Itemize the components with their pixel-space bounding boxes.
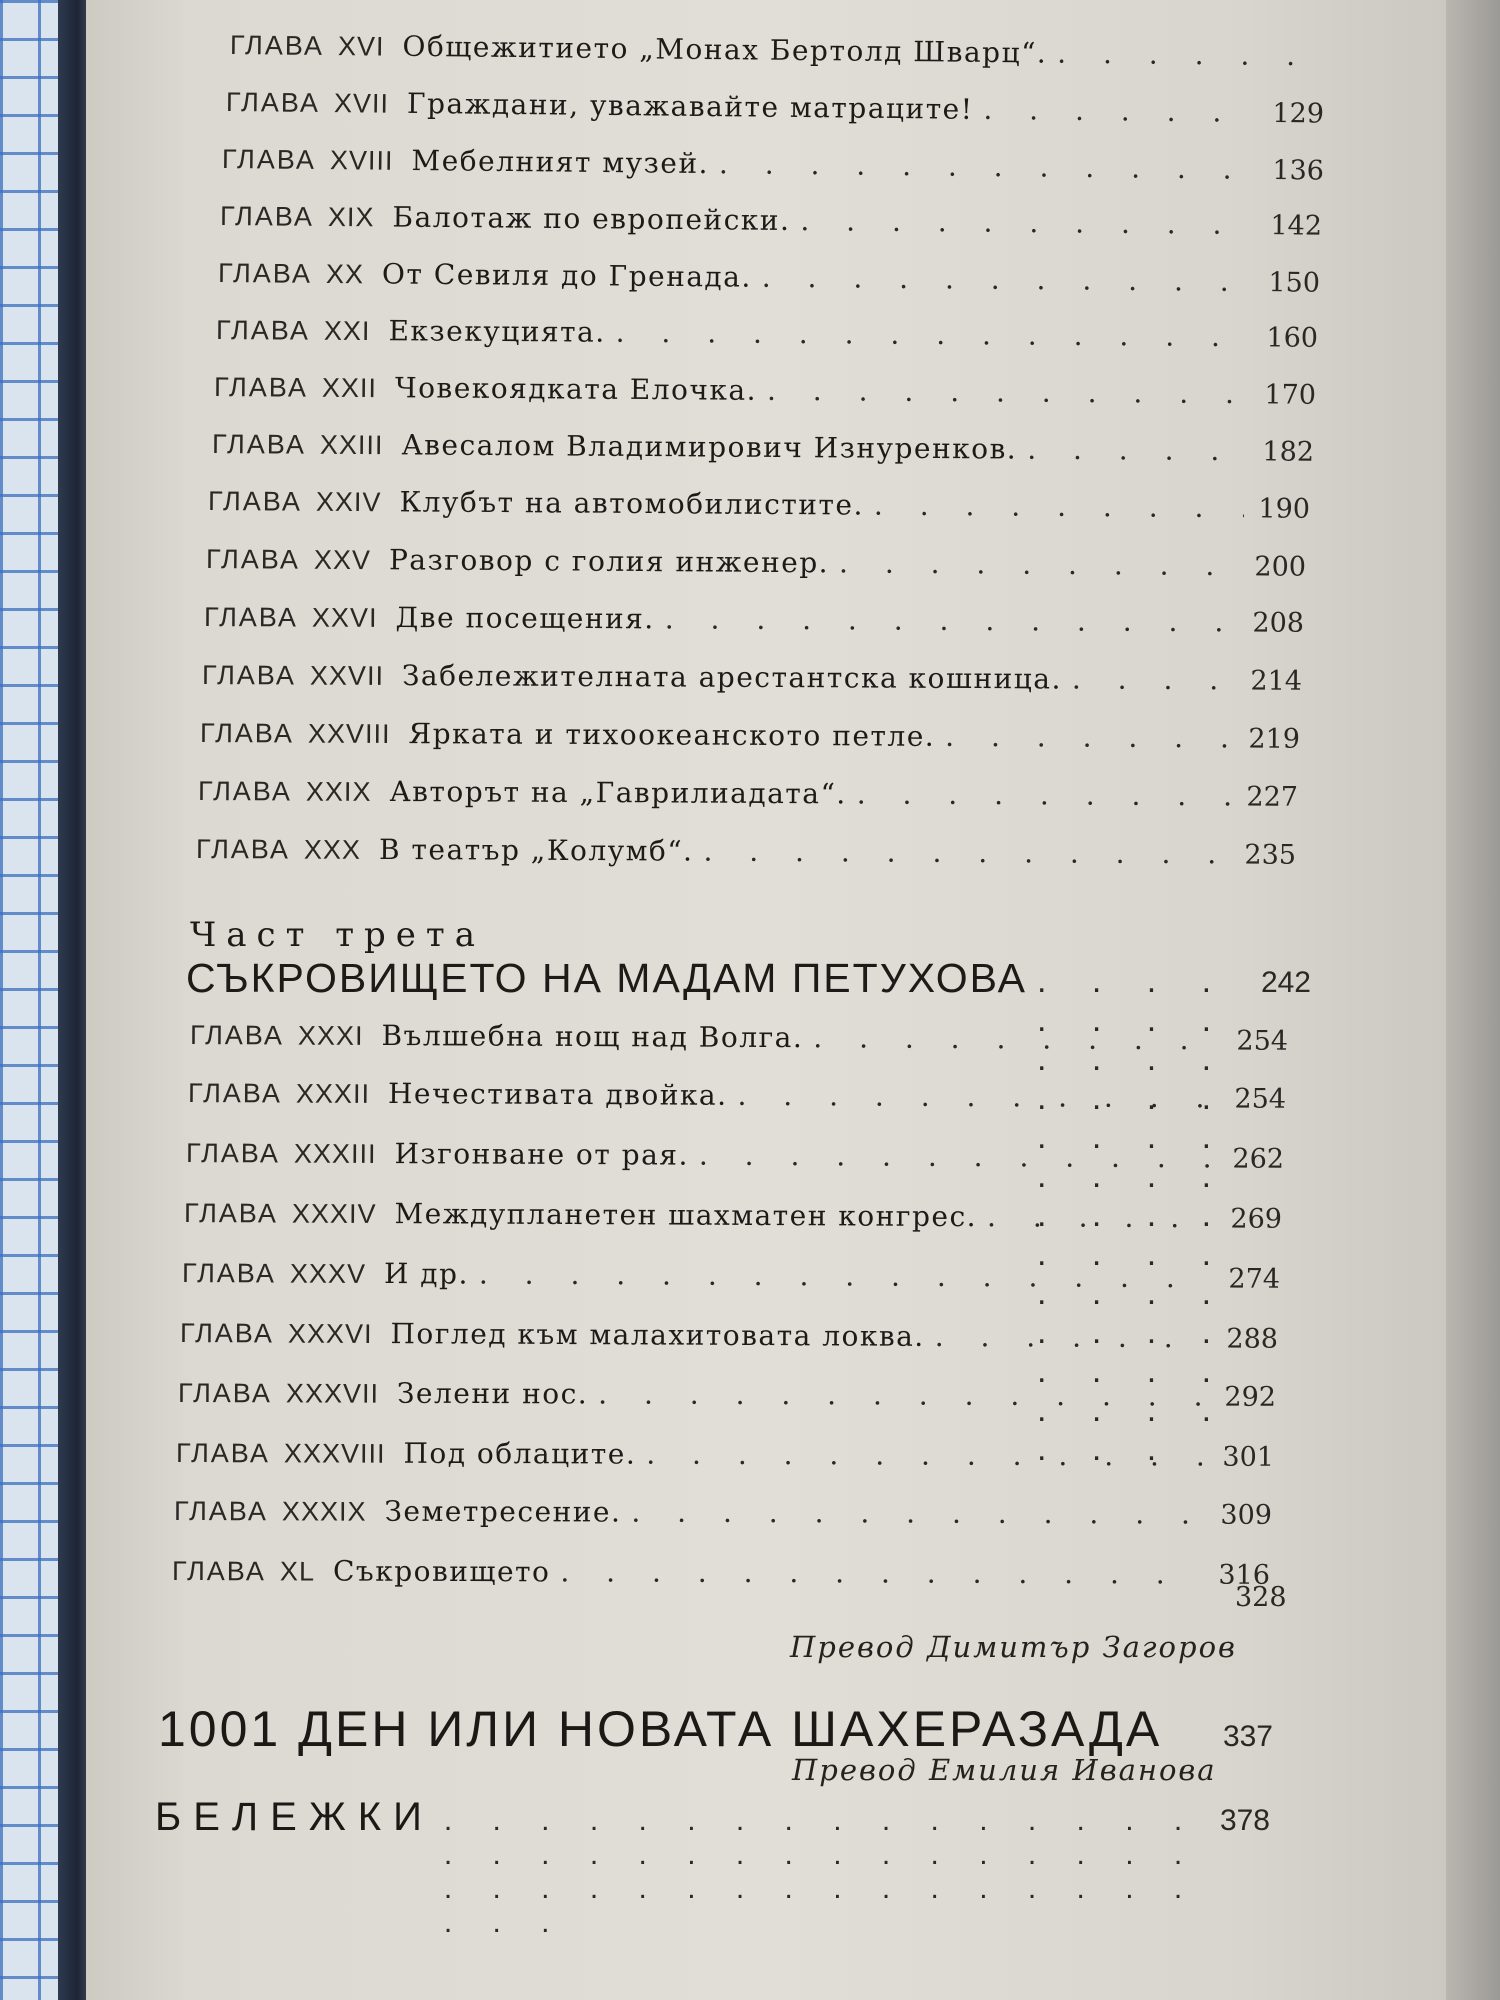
page-number: 142 — [1270, 210, 1323, 242]
chapter-title: Две посещения. — [395, 601, 655, 636]
leader-dots — [987, 1200, 1217, 1234]
chapter-number: XVI — [337, 31, 385, 62]
page-number: 378 — [1219, 1804, 1270, 1837]
chapter-title: Мебелният музей. — [411, 143, 710, 181]
chapter-title: Поглед към малахитовата локва. — [390, 1317, 925, 1353]
chapter-title: Балотаж по европейски. — [392, 200, 791, 237]
leader-dots — [560, 1555, 1204, 1590]
chapter-label: ГЛАВА — [177, 1378, 273, 1409]
toc-entry — [174, 1494, 1272, 1538]
chapter-label: ГЛАВА — [211, 429, 307, 460]
page-number: 219 — [1248, 723, 1301, 755]
leader-dots — [665, 602, 1239, 638]
chapter-number: XXVII — [309, 660, 385, 691]
page-number: 235 — [1244, 839, 1297, 871]
page-number: 316 — [1218, 1559, 1271, 1591]
part-label: Част трета — [190, 915, 485, 955]
toc-entry — [176, 1436, 1274, 1480]
chapter-number: XXXIII — [293, 1138, 377, 1169]
chapter-title: Общежитието „Монах Бертолд Шварц“. — [402, 29, 1048, 70]
book-title: 1001 ДЕН ИЛИ НОВАТА ШАХЕРАЗАДА — [158, 1701, 1163, 1757]
page-number: 136 — [1272, 155, 1325, 187]
page-number: 214 — [1250, 665, 1303, 697]
chapter-title: От Севиля до Гренада. — [381, 257, 752, 294]
page-number: 242 — [1260, 966, 1311, 999]
toc-entry — [212, 427, 1314, 475]
leader-dots — [839, 546, 1241, 582]
chapter-number: XXXI — [297, 1020, 364, 1051]
chapter-number: XXI — [323, 315, 371, 347]
toc-entry — [196, 832, 1296, 878]
leader-dots — [1057, 37, 1304, 73]
page-number: 182 — [1262, 436, 1315, 468]
chapter-number: XVII — [333, 88, 390, 119]
toc-entry — [218, 256, 1320, 306]
chapter-number: XXXV — [289, 1258, 367, 1289]
chapter-number: XXXVI — [287, 1318, 373, 1350]
chapter-label: ГЛАВА — [197, 776, 293, 807]
leader-dots — [598, 1377, 1210, 1412]
chapter-label: ГЛАВА — [207, 486, 303, 517]
chapter-label: ГЛАВА — [215, 315, 311, 346]
page-number: 292 — [1224, 1381, 1277, 1413]
chapter-label: ГЛАВА — [219, 201, 315, 232]
chapter-label: ГЛАВА — [181, 1258, 277, 1289]
notes-row — [155, 1795, 1270, 1855]
leader-dots — [703, 835, 1230, 871]
chapter-label: ГЛАВА — [183, 1198, 279, 1229]
chapter-number: XXXII — [295, 1078, 371, 1109]
chapter-label: ГЛАВА — [201, 660, 297, 691]
toc-entry — [220, 199, 1322, 249]
toc-entry — [214, 370, 1316, 418]
page-number: 254 — [1236, 1025, 1289, 1057]
chapter-title: Междупланетен шахматен конгрес. — [394, 1197, 978, 1234]
chapter-label: ГЛАВА — [225, 87, 321, 118]
page-number: 150 — [1268, 267, 1321, 299]
page-number: 262 — [1232, 1143, 1285, 1175]
page-number: 301 — [1222, 1441, 1275, 1473]
leader-dots — [935, 1320, 1213, 1354]
page-number: 269 — [1230, 1203, 1283, 1235]
chapter-label: ГЛАВА — [179, 1318, 275, 1349]
page-number: 274 — [1228, 1263, 1281, 1295]
chapter-number: XL — [279, 1556, 316, 1587]
chapter-title: Под облаците. — [403, 1436, 637, 1471]
chapter-title: Зелени нос. — [396, 1376, 589, 1411]
chapter-label: ГЛАВА — [173, 1496, 269, 1527]
page-number: 190 — [1258, 493, 1311, 525]
toc-entry — [178, 1376, 1276, 1420]
chapter-number: XXX — [303, 834, 362, 865]
toc-entry — [186, 1136, 1284, 1182]
page-number: 309 — [1220, 1499, 1273, 1531]
leader-dots — [983, 93, 1258, 129]
leader-dots — [857, 777, 1233, 812]
toc-entry — [204, 600, 1304, 646]
chapter-title: Съкровището — [332, 1554, 551, 1589]
leader-dots — [1072, 663, 1237, 697]
chapter-title: Екзекуцията. — [388, 314, 606, 349]
chapter-label: ГЛАВА — [205, 544, 301, 575]
chapter-label: ГЛАВА — [199, 718, 295, 749]
page-number: 200 — [1254, 551, 1307, 583]
chapter-number: XXVI — [311, 602, 378, 633]
chapter-number: XXXIX — [281, 1496, 367, 1527]
chapter-label: ГЛАВА — [217, 258, 313, 289]
chapter-number: XVIII — [329, 145, 394, 176]
chapter-number: XXII — [321, 372, 378, 404]
page-number: 288 — [1226, 1323, 1279, 1355]
chapter-title: Авторът на „Гаврилиадата“. — [389, 775, 847, 811]
chapter-title: Човекоядката Елочка. — [394, 371, 758, 407]
toc-entry — [190, 1018, 1288, 1064]
toc-entry — [222, 142, 1324, 194]
chapter-label: ГЛАВА — [213, 372, 309, 403]
leader-dots — [479, 1258, 1215, 1295]
chapter-title: Авесалом Владимирович Изнуренков. — [401, 428, 1018, 466]
chapter-label: ГЛАВА — [189, 1020, 285, 1051]
page-number: 254 — [1234, 1083, 1287, 1115]
leader-dots — [945, 720, 1234, 755]
leader-dots — [646, 1438, 1208, 1473]
part-title: СЪКРОВИЩЕТО НА МАДАМ ПЕТУХОВА — [186, 955, 1027, 1001]
toc-entry — [172, 1554, 1270, 1598]
chapter-number: XXVIII — [307, 718, 391, 749]
page-number: 208 — [1252, 607, 1305, 639]
leader-dots — [631, 1496, 1206, 1531]
chapter-title: Граждани, уважавайте матраците! — [406, 86, 974, 126]
chapter-label: ГЛАВА — [229, 30, 325, 61]
page-number: 328 — [1235, 1582, 1287, 1613]
toc-entry — [180, 1316, 1278, 1362]
chapter-title: Ярката и тихоокеанското петле. — [408, 717, 936, 753]
chapter-number: XXIV — [315, 486, 382, 518]
chapter-number: XXV — [313, 544, 372, 576]
toc-entry — [198, 774, 1298, 820]
page-number: 160 — [1266, 322, 1319, 354]
chapter-number: XX — [325, 258, 365, 290]
leader-dots — [737, 1079, 1220, 1115]
chapter-number: XXIX — [305, 776, 372, 807]
toc-entry — [188, 1076, 1286, 1122]
chapter-label: ГЛАВА — [185, 1138, 281, 1169]
chapter-title: Земетресение. — [384, 1494, 622, 1529]
page-number: 227 — [1246, 781, 1299, 813]
leader-dots — [767, 374, 1251, 410]
book-heading-row — [158, 1700, 1273, 1760]
toc-entry — [182, 1256, 1280, 1302]
chapter-number: XXXVII — [285, 1378, 380, 1409]
chapter-label: ГЛАВА — [171, 1556, 267, 1587]
chapter-number: XXIII — [319, 429, 384, 461]
chapter-title: Забележителната арестантска кошница. — [401, 659, 1063, 696]
toc-entry — [216, 313, 1318, 361]
page-number: 129 — [1272, 97, 1325, 130]
chapter-label: ГЛАВА — [203, 602, 299, 633]
leader-dots — [444, 1804, 1206, 1940]
toc-entry — [226, 85, 1324, 136]
translator-credit: Превод Димитър Загоров — [790, 1630, 1237, 1664]
page-number: 337 — [1222, 1720, 1273, 1753]
part-heading-row — [186, 955, 1311, 1007]
toc-entry — [208, 484, 1310, 532]
chapter-number: XIX — [327, 201, 375, 233]
leader-dots — [800, 204, 1256, 241]
chapter-number: XXXVIII — [283, 1438, 386, 1469]
chapter-label: ГЛАВА — [187, 1078, 283, 1109]
leader-dots — [616, 316, 1253, 353]
chapter-label: ГЛАВА — [195, 834, 291, 865]
notes-title: БЕЛЕЖКИ — [155, 1795, 434, 1839]
chapter-number: XXXIV — [291, 1198, 377, 1230]
leader-dots — [762, 261, 1255, 298]
chapter-title: И др. — [383, 1257, 469, 1291]
toc-entry — [200, 716, 1300, 762]
toc-entry — [184, 1196, 1282, 1242]
chapter-title: Изгонване от рая. — [394, 1137, 689, 1172]
chapter-title: Разговор с голия инженер. — [388, 543, 830, 580]
chapter-title: Вълшебна нощ над Волга. — [381, 1019, 804, 1055]
leader-dots — [699, 1139, 1219, 1175]
leader-dots — [1027, 433, 1248, 468]
translator-credit: Превод Емилия Иванова — [792, 1753, 1217, 1787]
chapter-label: ГЛАВА — [221, 144, 317, 175]
chapter-title: Клубът на автомобилистите. — [399, 485, 865, 522]
chapter-label: ГЛАВА — [175, 1438, 271, 1469]
page-number: 170 — [1264, 379, 1317, 411]
chapter-title: В театър „Колумб“. — [378, 832, 694, 868]
leader-dots — [874, 489, 1245, 525]
leader-dots — [813, 1021, 1222, 1056]
chapter-title: Нечестивата двойка. — [387, 1077, 728, 1112]
leader-dots — [719, 147, 1259, 186]
toc-entry — [206, 542, 1306, 590]
toc-entry — [230, 28, 1318, 79]
toc-entry — [202, 658, 1302, 704]
